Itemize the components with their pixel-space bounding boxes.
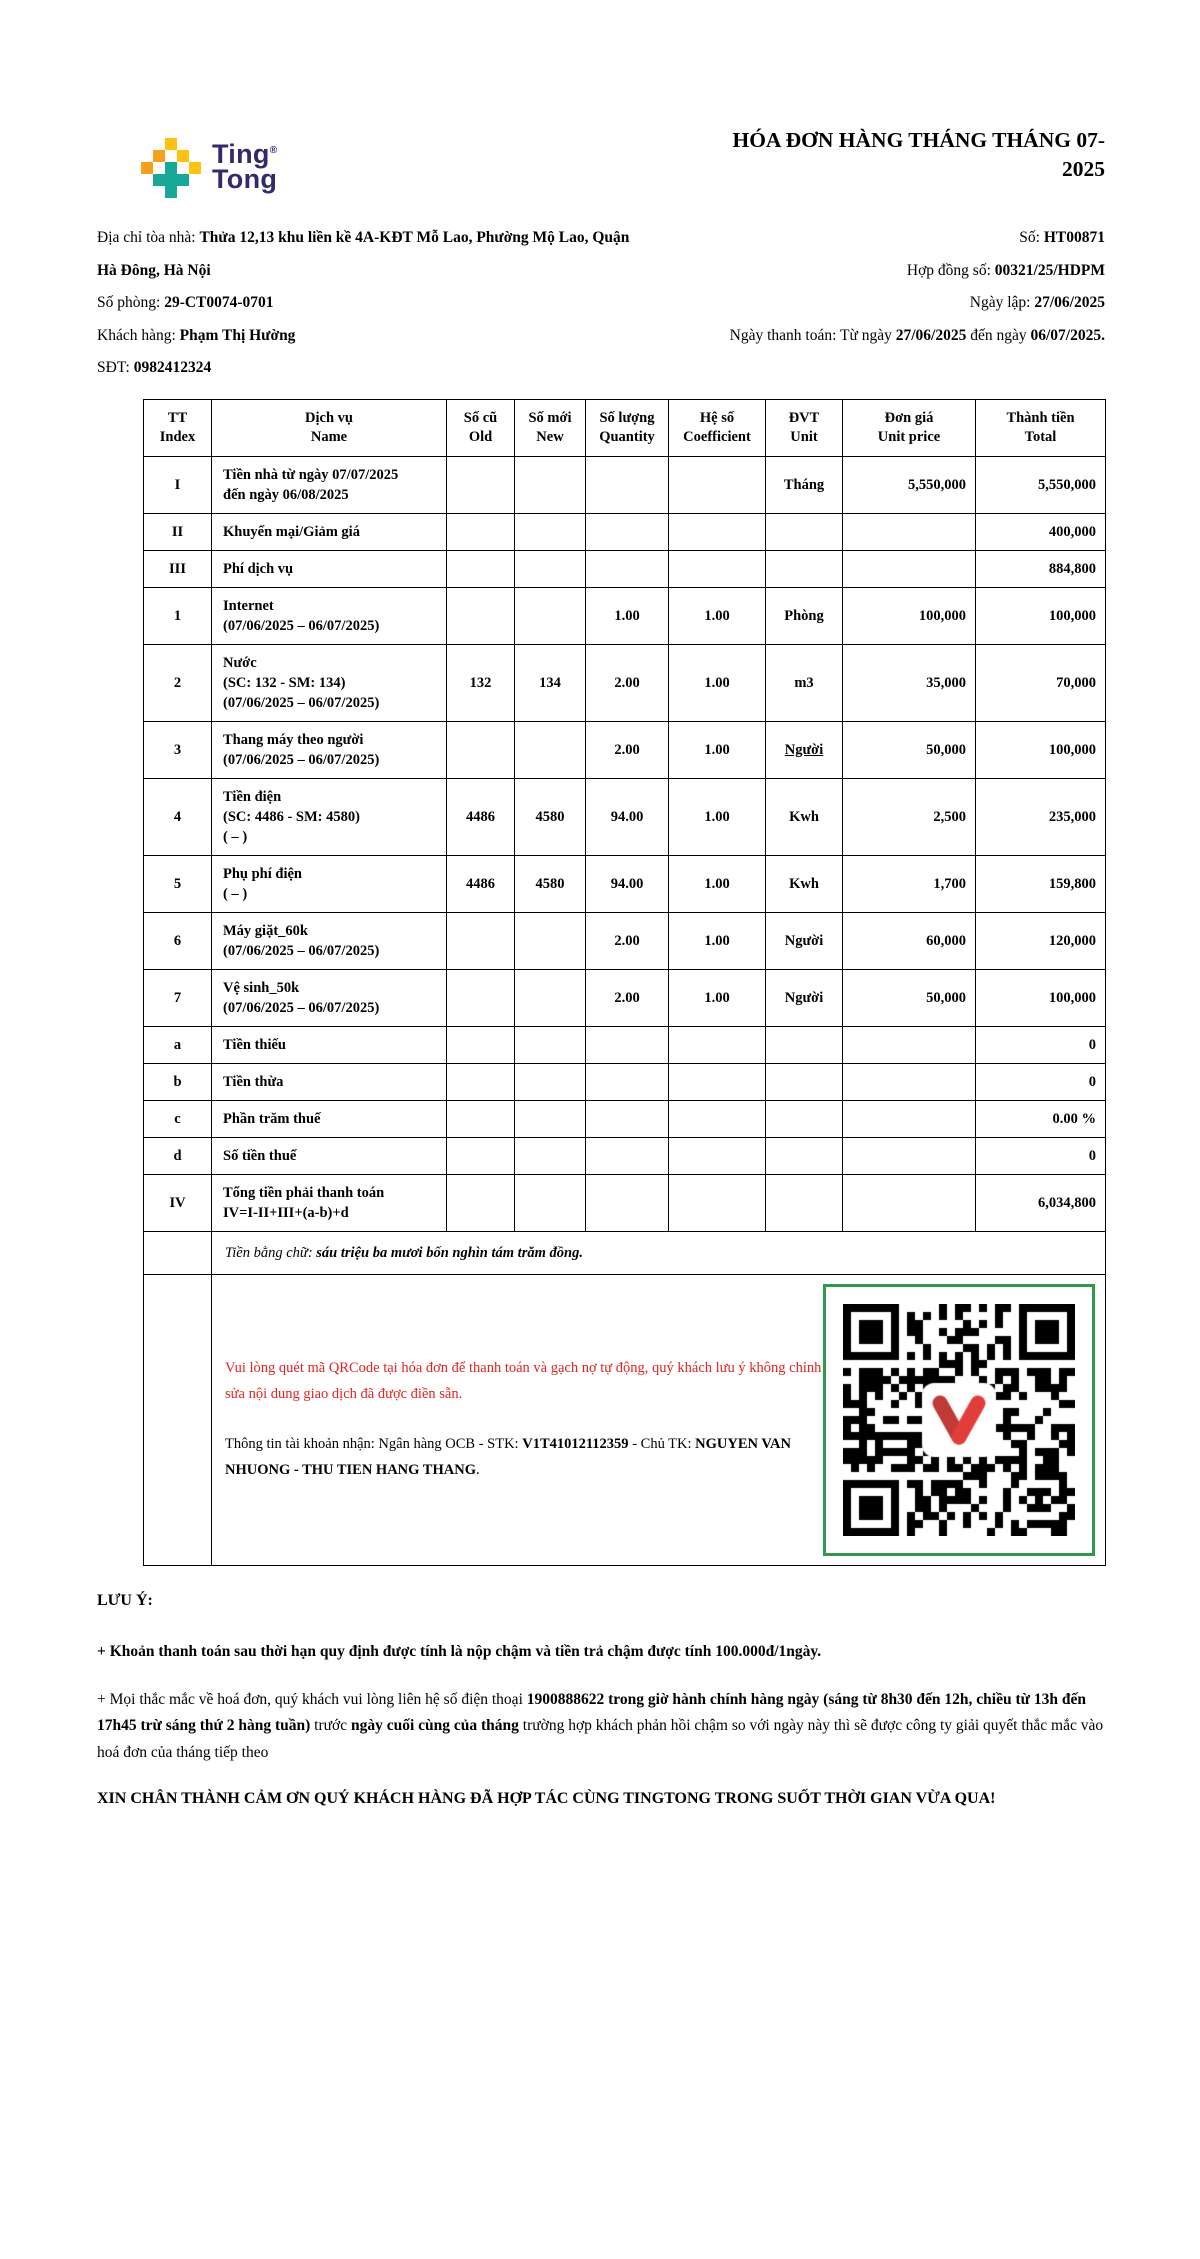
line-total: 6,034,800 — [976, 1174, 1106, 1231]
quantity — [586, 1174, 669, 1231]
row-index: 3 — [144, 721, 212, 778]
coefficient: 1.00 — [669, 644, 766, 721]
service-name: Phí dịch vụ — [212, 550, 447, 587]
coefficient — [669, 1100, 766, 1137]
registered-mark: ® — [269, 145, 278, 156]
unit: Người — [766, 721, 843, 778]
old-reading — [447, 1026, 515, 1063]
service-row — [144, 1026, 1106, 1063]
coefficient — [669, 1174, 766, 1231]
coefficient: 1.00 — [669, 587, 766, 644]
unit-price: 2,500 — [843, 778, 976, 855]
service-name: Thang máy theo người (07/06/2025 – 06/07/2025) — [212, 721, 447, 778]
row-index: 1 — [144, 587, 212, 644]
contact-note: + Mọi thắc mắc về hoá đơn, quý khách vui lòng liên hệ số điện thoại 1900888622 trong giờ hành chính hàng ngày (sáng từ 8h30 đến 12h, chiều từ 13h đến 17h45 trừ sáng thứ 2 hàng tuần) trước ngày cuối cùng của tháng trường hợp khách phản hồi chậm so với ngày này thì sẽ được công ty giải quyết thắc mắc vào hoá đơn của tháng tiếp theo — [97, 1690, 1104, 1761]
unit: Người — [766, 912, 843, 969]
unit — [766, 1063, 843, 1100]
quantity — [586, 513, 669, 550]
old-reading: 132 — [447, 644, 515, 721]
coefficient — [669, 1137, 766, 1174]
old-reading — [447, 513, 515, 550]
quantity — [586, 550, 669, 587]
unit — [766, 1100, 843, 1137]
payment-instructions — [225, 1356, 823, 1483]
unit-price: 50,000 — [843, 721, 976, 778]
unit-price: 60,000 — [843, 912, 976, 969]
new-reading: 4580 — [515, 855, 586, 912]
line-total: 884,800 — [976, 550, 1106, 587]
empty-index-cell — [144, 1231, 212, 1274]
coefficient — [669, 1063, 766, 1100]
coefficient: 1.00 — [669, 855, 766, 912]
old-reading — [447, 550, 515, 587]
service-row — [144, 912, 1106, 969]
new-reading — [515, 587, 586, 644]
new-reading — [515, 1026, 586, 1063]
unit: Kwh — [766, 778, 843, 855]
line-total: 235,000 — [976, 778, 1106, 855]
line-total: 0 — [976, 1063, 1106, 1100]
old-reading — [447, 721, 515, 778]
qr-code-box — [823, 1284, 1095, 1556]
unit-price: 1,700 — [843, 855, 976, 912]
quantity — [586, 1063, 669, 1100]
coefficient — [669, 550, 766, 587]
old-reading: 4486 — [447, 855, 515, 912]
quantity — [586, 1137, 669, 1174]
tingtong-logo — [141, 138, 277, 198]
unit-price: 35,000 — [843, 644, 976, 721]
issue-date: Ngày lập: 27/06/2025 — [969, 294, 1105, 311]
unit: Tháng — [766, 456, 843, 513]
column-header: Đơn giá Unit price — [843, 399, 976, 456]
service-row — [144, 1100, 1106, 1137]
line-total: 0 — [976, 1137, 1106, 1174]
row-index: 7 — [144, 969, 212, 1026]
line-total: 400,000 — [976, 513, 1106, 550]
row-index: I — [144, 456, 212, 513]
payment-period: Ngày thanh toán: Từ ngày 27/06/2025 đến ngày 06/07/2025. — [729, 326, 1105, 344]
quantity: 2.00 — [586, 912, 669, 969]
customer-info — [97, 222, 639, 385]
service-name: Tiền thiếu — [212, 1026, 447, 1063]
quantity — [586, 1026, 669, 1063]
qr-row — [144, 1274, 1106, 1565]
amount-in-words-row — [144, 1231, 1106, 1274]
table-header-row — [144, 399, 1106, 456]
service-row — [144, 456, 1106, 513]
service-row — [144, 550, 1106, 587]
unit — [766, 1026, 843, 1063]
unit — [766, 513, 843, 550]
row-index: II — [144, 513, 212, 550]
line-total: 100,000 — [976, 587, 1106, 644]
coefficient: 1.00 — [669, 721, 766, 778]
tingtong-logo-icon — [141, 138, 201, 198]
coefficient — [669, 513, 766, 550]
amount-in-words: Tiền bằng chữ: sáu triệu ba mươi bốn nghìn tám trăm đồng. — [212, 1231, 1106, 1274]
late-payment-note: + Khoản thanh toán sau thời hạn quy định được tính là nộp chậm và tiền trả chậm được tính 100.000đ/1ngày. — [97, 1643, 822, 1660]
line-total: 0 — [976, 1026, 1106, 1063]
building-address: Địa chỉ tòa nhà: Thửa 12,13 khu liền kề 4A-KĐT Mỗ Lao, Phường Mộ Lao, Quận Hà Đông, Hà Nội — [97, 229, 630, 279]
line-total: 0.00 % — [976, 1100, 1106, 1137]
unit — [766, 550, 843, 587]
unit — [766, 1137, 843, 1174]
new-reading: 134 — [515, 644, 586, 721]
column-header: Số lượng Quantity — [586, 399, 669, 456]
column-header: Số cũ Old — [447, 399, 515, 456]
unit-price — [843, 1063, 976, 1100]
unit-price — [843, 1137, 976, 1174]
quantity — [586, 456, 669, 513]
unit: Phòng — [766, 587, 843, 644]
unit: m3 — [766, 644, 843, 721]
service-row — [144, 1063, 1106, 1100]
new-reading — [515, 1100, 586, 1137]
new-reading — [515, 456, 586, 513]
qr-code — [843, 1304, 1075, 1536]
line-total: 100,000 — [976, 721, 1106, 778]
column-header: Số mới New — [515, 399, 586, 456]
qr-warning-note: Vui lòng quét mã QRCode tại hóa đơn để thanh toán và gạch nợ tự động, quý khách lưu ý không chỉnh sửa nội dung giao dịch đã được điền sẵn. — [225, 1360, 822, 1402]
row-index: 4 — [144, 778, 212, 855]
old-reading — [447, 1100, 515, 1137]
coefficient — [669, 456, 766, 513]
invoice-number: Số: HT00871 — [1019, 229, 1105, 246]
old-reading — [447, 456, 515, 513]
unit-price — [843, 550, 976, 587]
service-row — [144, 855, 1106, 912]
column-header: ĐVT Unit — [766, 399, 843, 456]
service-name: Tiền nhà từ ngày 07/07/2025 đến ngày 06/08/2025 — [212, 456, 447, 513]
line-total: 159,800 — [976, 855, 1106, 912]
invoice-meta — [639, 222, 1105, 385]
line-total: 100,000 — [976, 969, 1106, 1026]
unit-price: 100,000 — [843, 587, 976, 644]
new-reading — [515, 513, 586, 550]
row-index: 2 — [144, 644, 212, 721]
empty-index-cell — [144, 1274, 212, 1565]
unit-price — [843, 513, 976, 550]
row-index: 5 — [144, 855, 212, 912]
unit: Người — [766, 969, 843, 1026]
line-total: 5,550,000 — [976, 456, 1106, 513]
row-index: 6 — [144, 912, 212, 969]
coefficient: 1.00 — [669, 969, 766, 1026]
coefficient: 1.00 — [669, 912, 766, 969]
unit-price: 5,550,000 — [843, 456, 976, 513]
column-header: Hệ số Coefficient — [669, 399, 766, 456]
service-name: Tiền thừa — [212, 1063, 447, 1100]
row-index: a — [144, 1026, 212, 1063]
quantity: 2.00 — [586, 721, 669, 778]
old-reading — [447, 587, 515, 644]
row-index: b — [144, 1063, 212, 1100]
service-name: Phần trăm thuế — [212, 1100, 447, 1137]
service-name: Nước (SC: 132 - SM: 134) (07/06/2025 – 06/07/2025) — [212, 644, 447, 721]
service-row — [144, 721, 1106, 778]
column-header: Dịch vụ Name — [212, 399, 447, 456]
unit — [766, 1174, 843, 1231]
new-reading — [515, 912, 586, 969]
service-name: Internet (07/06/2025 – 06/07/2025) — [212, 587, 447, 644]
service-row — [144, 513, 1106, 550]
bank-account-info: Thông tin tài khoản nhận: Ngân hàng OCB - STK: V1T41012112359 - Chủ TK: NGUYEN VAN NHUONG - THU TIEN HANG THANG. — [225, 1436, 791, 1478]
invoice-title: HÓA ĐƠN HÀNG THÁNG THÁNG 07- 2025 — [732, 128, 1105, 181]
service-name: Tổng tiền phải thanh toán IV=I-II+III+(a-b)+d — [212, 1174, 447, 1231]
new-reading — [515, 550, 586, 587]
quantity: 94.00 — [586, 778, 669, 855]
service-name: Phụ phí điện ( – ) — [212, 855, 447, 912]
old-reading — [447, 1174, 515, 1231]
old-reading — [447, 912, 515, 969]
line-total: 120,000 — [976, 912, 1106, 969]
row-index: d — [144, 1137, 212, 1174]
new-reading — [515, 1137, 586, 1174]
new-reading — [515, 969, 586, 1026]
customer-phone: SĐT: 0982412324 — [97, 359, 212, 376]
unit-price — [843, 1100, 976, 1137]
room-number: Số phòng: 29-CT0074-0701 — [97, 294, 274, 311]
unit-price — [843, 1026, 976, 1063]
line-total: 70,000 — [976, 644, 1106, 721]
new-reading — [515, 1063, 586, 1100]
quantity: 2.00 — [586, 969, 669, 1026]
invoice-header — [97, 126, 1105, 198]
payment-instructions-cell — [212, 1274, 1106, 1565]
thank-you-note: XIN CHÂN THÀNH CẢM ƠN QUÝ KHÁCH HÀNG ĐÃ HỢP TÁC CÙNG TINGTONG TRONG SUỐT THỜI GIAN VỪA QUA! — [97, 1790, 996, 1807]
unit-price — [843, 1174, 976, 1231]
service-name: Vệ sinh_50k (07/06/2025 – 06/07/2025) — [212, 969, 447, 1026]
notes-heading: LƯU Ý: — [97, 1591, 153, 1609]
service-row — [144, 969, 1106, 1026]
column-header: Thành tiền Total — [976, 399, 1106, 456]
service-row — [144, 1137, 1106, 1174]
row-index: III — [144, 550, 212, 587]
old-reading — [447, 1063, 515, 1100]
coefficient — [669, 1026, 766, 1063]
new-reading — [515, 1174, 586, 1231]
invoice-info — [97, 222, 1105, 385]
service-row — [144, 1174, 1106, 1231]
quantity: 2.00 — [586, 644, 669, 721]
row-index: c — [144, 1100, 212, 1137]
old-reading — [447, 969, 515, 1026]
column-header: TT Index — [144, 399, 212, 456]
table-body — [144, 456, 1106, 1231]
contract-number: Hợp đồng số: 00321/25/HDPM — [906, 261, 1105, 279]
row-index: IV — [144, 1174, 212, 1231]
service-name: Tiền điện (SC: 4486 - SM: 4580) ( – ) — [212, 778, 447, 855]
new-reading: 4580 — [515, 778, 586, 855]
old-reading: 4486 — [447, 778, 515, 855]
unit: Kwh — [766, 855, 843, 912]
quantity: 1.00 — [586, 587, 669, 644]
quantity — [586, 1100, 669, 1137]
service-row — [144, 644, 1106, 721]
tingtong-wordmark: Ting® Tong — [212, 139, 278, 194]
old-reading — [447, 1137, 515, 1174]
customer-name: Khách hàng: Phạm Thị Hường — [97, 326, 296, 344]
coefficient: 1.00 — [669, 778, 766, 855]
unit-price: 50,000 — [843, 969, 976, 1026]
invoice-footer — [97, 1588, 1105, 1813]
services-table — [143, 399, 1106, 1566]
service-name: Khuyến mại/Giảm giá — [212, 513, 447, 550]
new-reading — [515, 721, 586, 778]
service-name: Máy giặt_60k (07/06/2025 – 06/07/2025) — [212, 912, 447, 969]
service-row — [144, 587, 1106, 644]
service-row — [144, 778, 1106, 855]
service-name: Số tiền thuế — [212, 1137, 447, 1174]
quantity: 94.00 — [586, 855, 669, 912]
